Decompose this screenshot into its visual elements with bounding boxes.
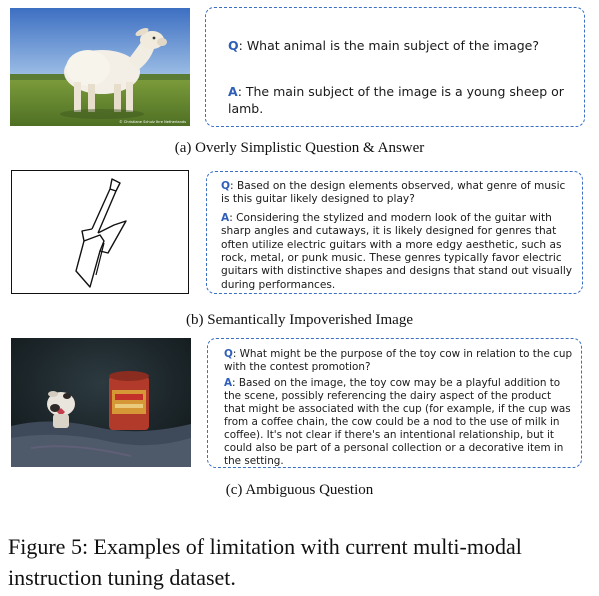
lamb-illustration bbox=[10, 8, 190, 126]
question-c: Q: What might be the purpose of the toy cow in relation to the cup with the contest promotion? bbox=[224, 348, 573, 373]
qa-box-a bbox=[205, 7, 585, 127]
qa-box-b bbox=[206, 171, 583, 294]
toy-cow-photo bbox=[11, 338, 191, 467]
caption-a: (a) Overly Simplistic Question & Answer bbox=[174, 140, 425, 156]
answer-a: A: The main subject of the image is a young sheep or lamb. bbox=[228, 84, 564, 116]
guitar-sketch bbox=[12, 171, 188, 293]
lamb-photo bbox=[10, 8, 190, 126]
caption-b: (b) Semantically Impoverished Image bbox=[185, 312, 413, 328]
image-credit: © Christiane Schulz Ihre Netherlands bbox=[119, 120, 186, 124]
caption-c: (c) Ambiguous Question bbox=[225, 482, 374, 498]
answer-c: A: Based on the image, the toy cow may be a playful addition to the scene, possibly referencing the dairy aspect of the product that might be associated with the cup (for example, if the cup was from a coffee chain, the cow could be a nod to the use of milk in coffee). It's not clear if there's an intentional relationship, but it could also be part of a personal collection or a decorative item in the setting. bbox=[224, 377, 571, 467]
question-b: Q: Based on the design elements observed, what genre of music is this guitar likely designed to play? bbox=[221, 180, 566, 206]
qa-box-c bbox=[207, 338, 582, 468]
toy-cow-scene bbox=[11, 338, 191, 467]
figure-caption: Figure 5: Examples of limitation with current multi-modal instruction tuning dataset. bbox=[8, 534, 522, 590]
guitar-drawing bbox=[11, 170, 189, 294]
question-a: Q: What animal is the main subject of the image? bbox=[228, 38, 539, 53]
answer-b: A: Considering the stylized and modern look of the guitar with sharp angles and cutaways, it is likely designed for genres that often utilize electric guitars with a more edgy aesthetic, such as rock, metal, or punk music. These genres typically favor electric guitars with distinctive shapes and designs that stand out visually during performances. bbox=[221, 211, 573, 291]
